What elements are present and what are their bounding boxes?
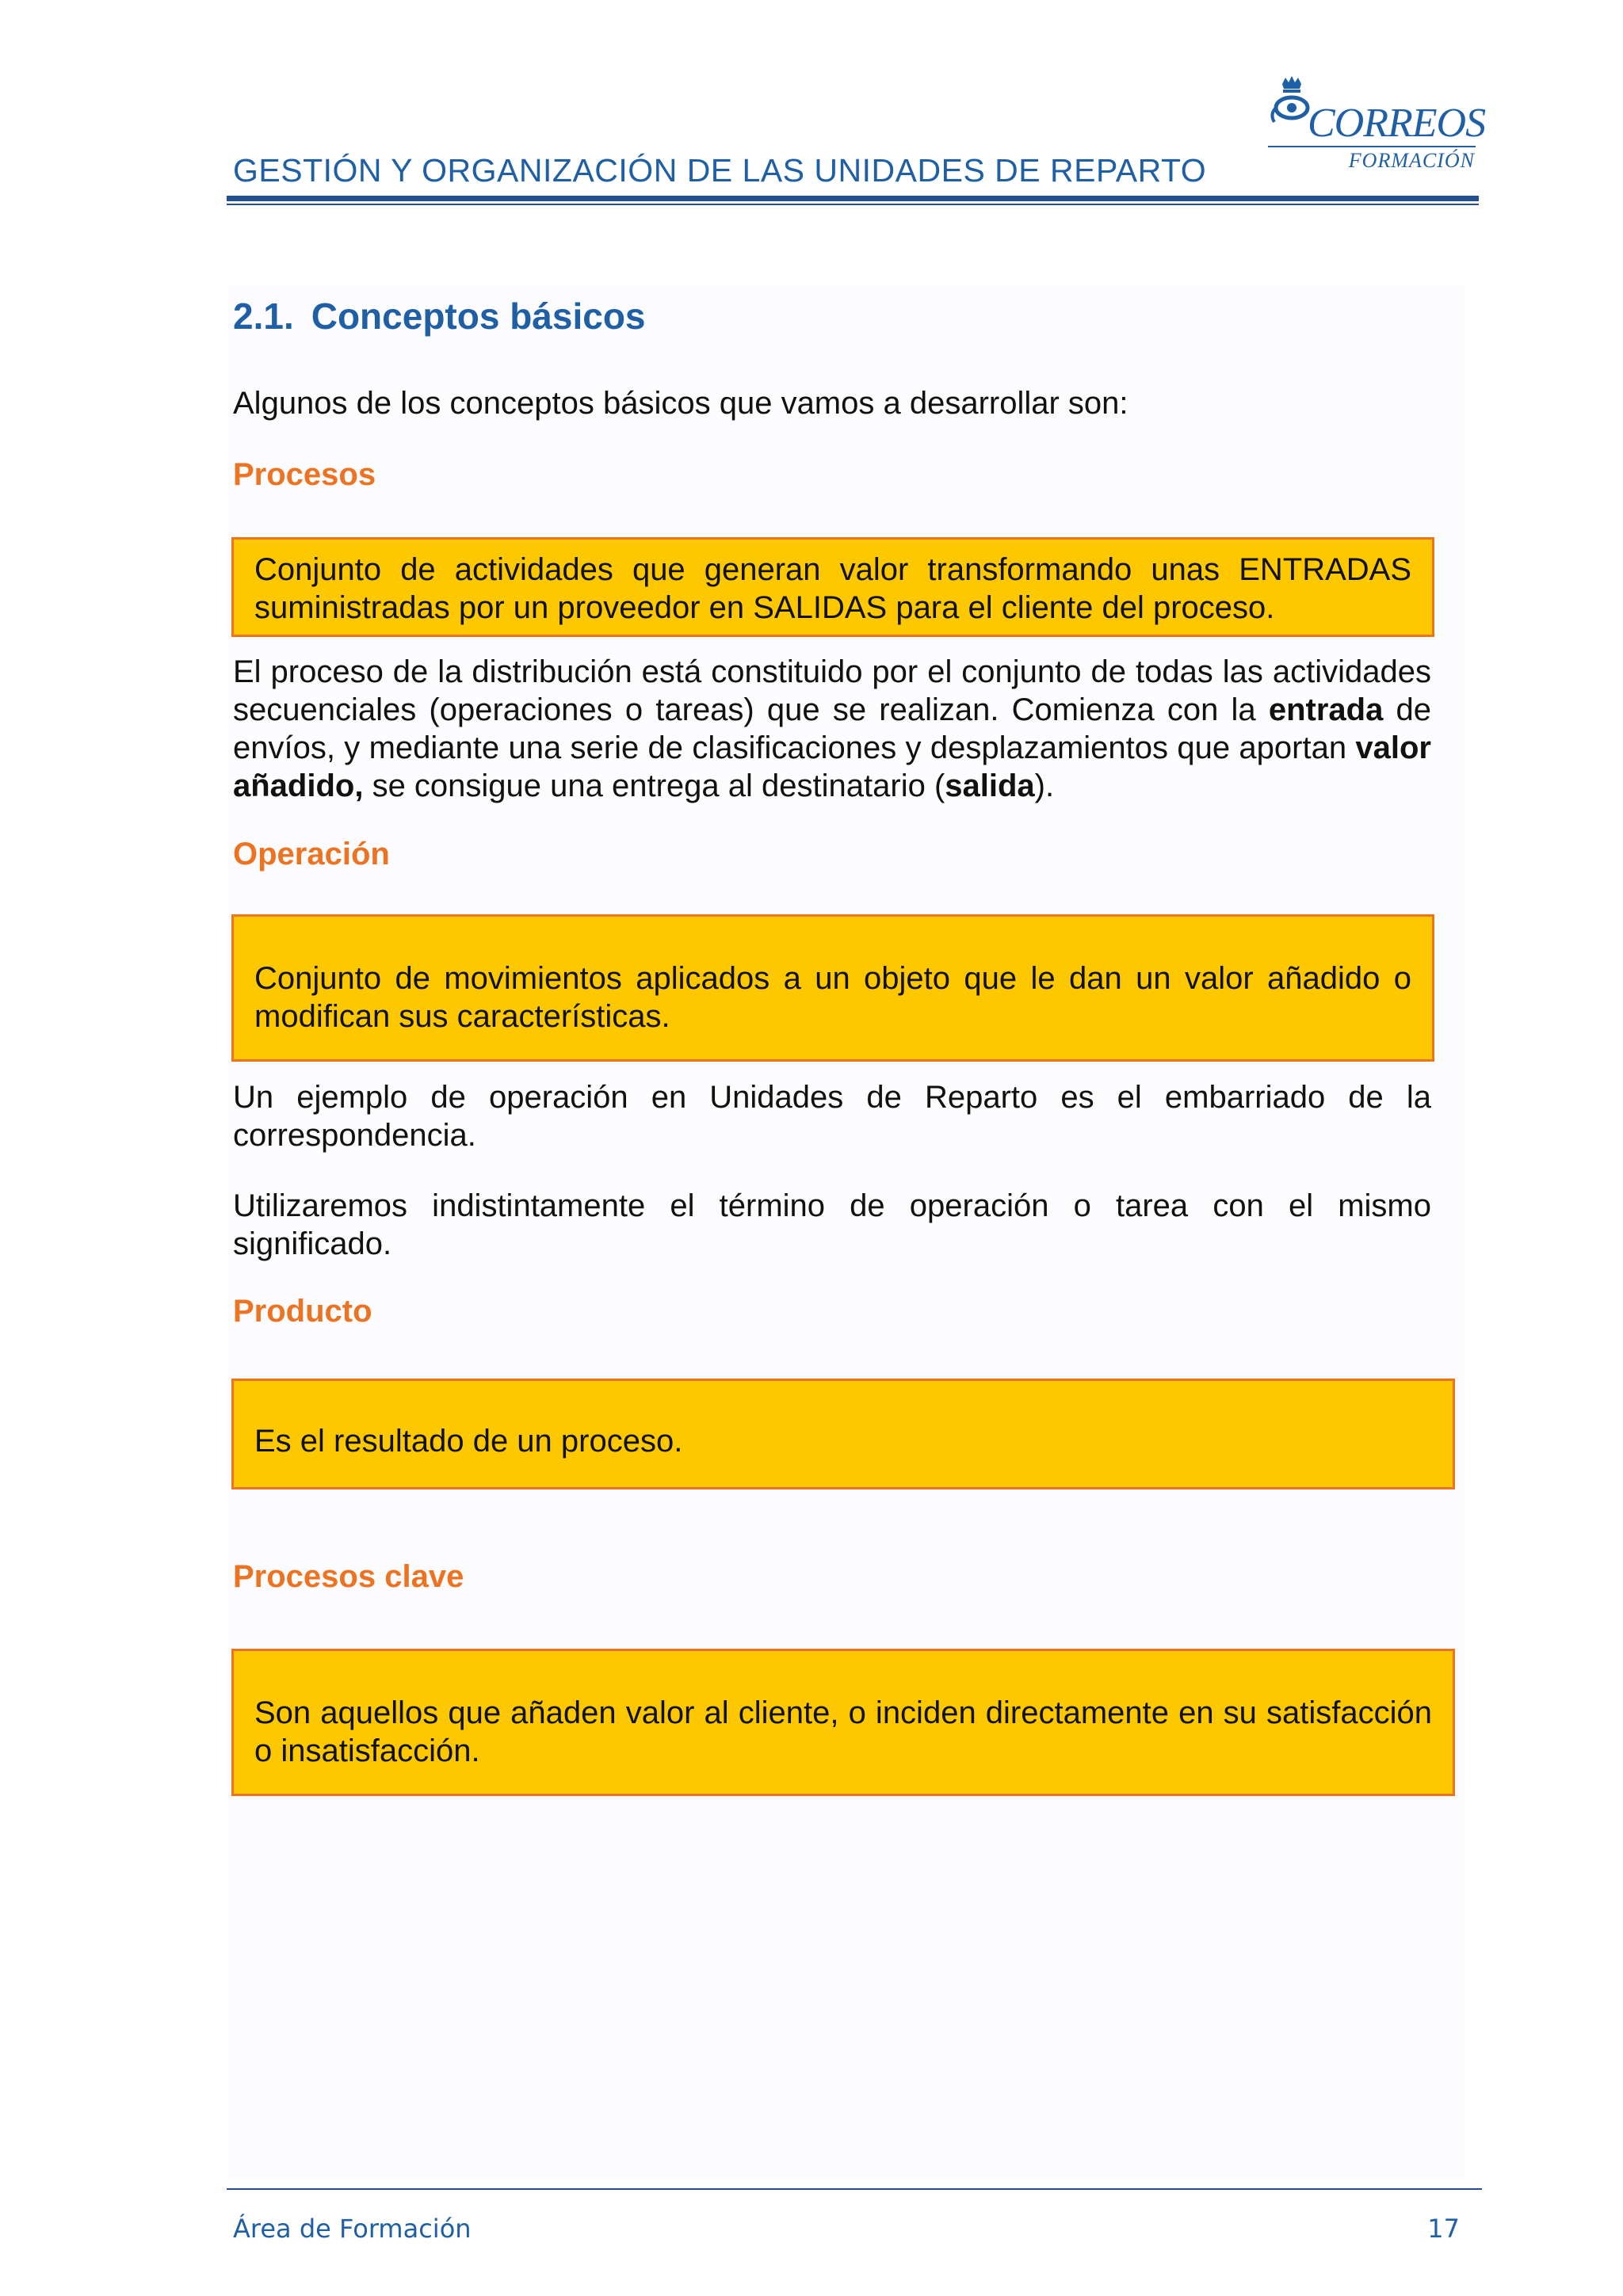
definition-box-procesos-clave — [231, 1649, 1455, 1796]
logo-subtitle: FORMACIÓN — [1348, 149, 1475, 172]
footer-label: Área de Formación — [233, 2214, 472, 2244]
bold-text: entrada — [1268, 692, 1384, 727]
paragraph-operacion-ejemplo — [233, 1078, 1431, 1154]
intro-text: Algunos de los conceptos básicos que vamos a desarrollar son: — [233, 386, 1128, 421]
paragraph-text: Utilizaremos indistintamente el término de operación o tarea con el mismo significado. — [233, 1188, 1431, 1261]
paragraph-proceso-distribucion — [233, 653, 1431, 805]
section-number: 2.1. — [233, 296, 294, 337]
definition-line: suministradas por un proveedor en SALIDAS para el cliente del proceso. — [254, 590, 1275, 625]
definition-box-producto — [231, 1379, 1455, 1489]
section-title: Conceptos básicos — [311, 296, 646, 337]
section-heading — [233, 295, 646, 338]
heading-procesos: Procesos — [233, 457, 376, 492]
bold-text: valor añadido, — [233, 730, 1431, 803]
logo-rule — [1268, 146, 1476, 147]
definition-box-procesos — [231, 537, 1434, 637]
text-run: de envíos, y mediante una serie de clasificaciones y desplazamientos que aportan — [233, 692, 1432, 765]
footer-rule — [227, 2188, 1482, 2190]
definition-box-operacion — [231, 914, 1434, 1062]
header-rule-thin — [227, 204, 1479, 205]
definition-text: Son aquellos que añaden valor al cliente, o inciden directamente en su satisfacción o insatisfacción. — [254, 1695, 1432, 1768]
logo-wordmark: CORREOS — [1308, 101, 1486, 146]
document-header-title: GESTIÓN Y ORGANIZACIÓN DE LAS UNIDADES DE REPARTO — [233, 152, 1207, 189]
definition-text: Conjunto de movimientos aplicados a un objeto que le dan un valor añadido o modifican sus características. — [254, 961, 1411, 1034]
paragraph-operacion-termino — [233, 1187, 1431, 1263]
header-rule — [227, 196, 1479, 201]
heading-operacion: Operación — [233, 837, 390, 871]
text-run: se consigue una entrega al destinatario ( — [363, 769, 945, 803]
bold-text: salida — [945, 769, 1035, 803]
definition-text: Es el resultado de un proceso. — [254, 1424, 683, 1459]
correos-logo — [1268, 76, 1486, 175]
text-run: ). — [1034, 769, 1055, 803]
heading-procesos-clave: Procesos clave — [233, 1559, 464, 1594]
page-number: 17 — [1427, 2214, 1460, 2244]
heading-producto: Producto — [233, 1294, 372, 1329]
text-run: El proceso de la distribución está constituido por el conjunto de todas las actividades secuenciales (operaciones o tareas) que se realizan. Comienza con la — [233, 654, 1431, 727]
definition-line: Conjunto de actividades que generan valor transformando unas ENTRADAS — [254, 552, 1411, 587]
paragraph-text: Un ejemplo de operación en Unidades de Reparto es el embarriado de la correspondencia. — [233, 1080, 1431, 1153]
